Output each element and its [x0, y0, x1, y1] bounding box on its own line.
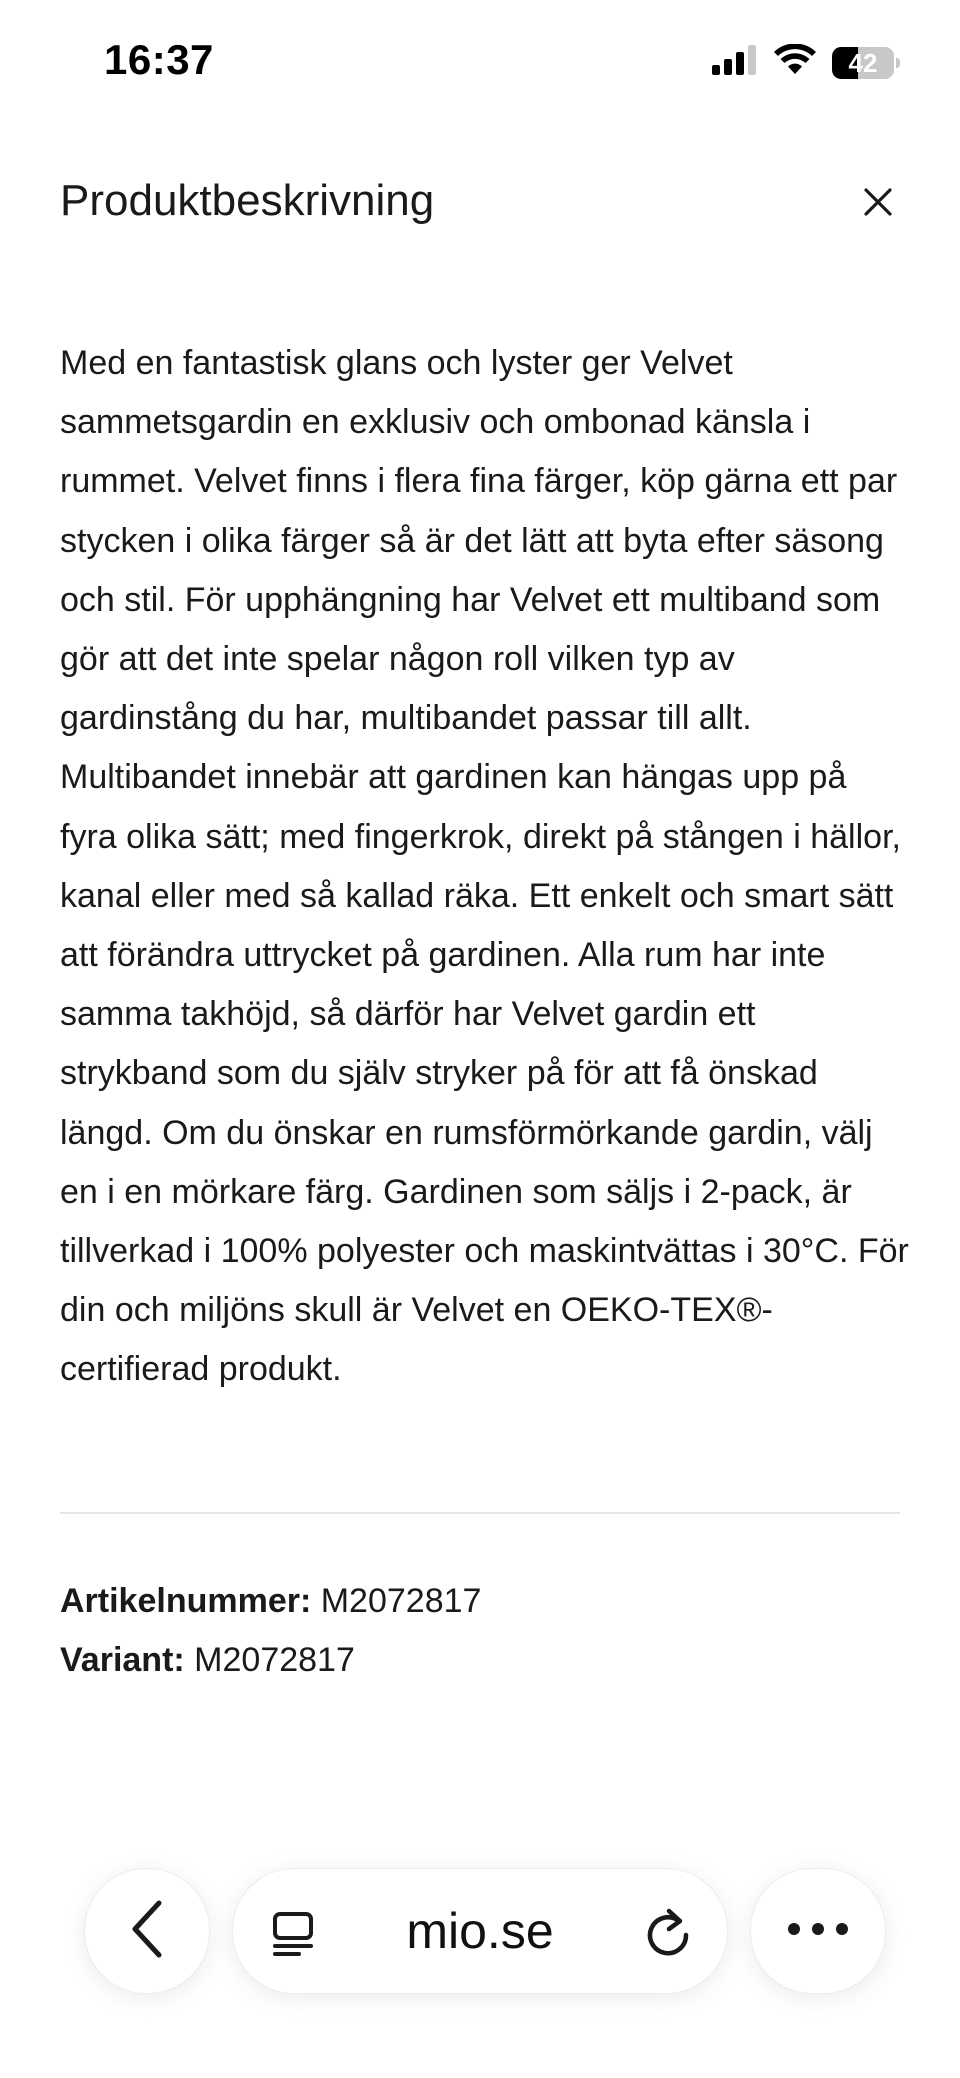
close-icon	[863, 187, 893, 222]
status-time: 16:37	[104, 36, 214, 83]
cellular-signal-icon	[712, 45, 758, 80]
address-bar[interactable]	[232, 1868, 728, 1994]
reload-icon[interactable]	[643, 1907, 693, 1964]
back-button[interactable]	[84, 1868, 210, 1994]
variant-label: Variant:	[60, 1641, 185, 1679]
status-icons	[712, 44, 894, 81]
battery-level: 42	[848, 47, 878, 78]
browser-toolbar	[0, 1840, 960, 2078]
close-button[interactable]	[852, 178, 904, 230]
address-text: mio.se	[406, 1903, 554, 1959]
more-icon	[786, 1921, 850, 1942]
article-number-row	[60, 1572, 481, 1631]
variant-value: M2072817	[194, 1641, 355, 1679]
article-number-value: M2072817	[320, 1582, 482, 1620]
product-description: Med en fantastisk glans och lyster ger Velvet sammetsgardin en exklusiv och ombonad känsla i rummet. Velvet finns i flera fina färger, köp gärna ett par stycken i olika färger så är det lätt att byta efter säsong och stil. För upphängning har Velvet ett multiband som gör att det inte spelar någon roll vilken typ av gardinstång du har, multibandet passar till allt. Multibandet innebär att gardinen kan hängas upp på fyra olika sätt; med fingerkrok, direkt på stången i hällor, kanal eller med så kallad räka. Ett enkelt och smart sätt att förändra uttrycket på gardinen. Alla rum har inte samma takhöjd, så därför har Velvet gardin ett strykband som du själv stryker på för att få önskad längd. Om du önskar en rumsförmörkande gardin, välj en i en mörkare färg. Gardinen som säljs i 2-pack, är tillverkad i 100% polyester och maskintvättas i 30°C. För din och miljöns skull är Velvet en OEKO-TEX®-certifierad produkt.	[60, 344, 909, 1389]
chevron-left-icon	[127, 1899, 167, 1964]
article-number-label: Artikelnummer:	[60, 1582, 312, 1620]
page-title: Produktbeskrivning	[60, 176, 435, 225]
divider	[60, 1512, 900, 1514]
product-meta	[60, 1572, 481, 1690]
status-bar	[0, 0, 960, 120]
wifi-icon	[774, 44, 816, 81]
more-button[interactable]	[750, 1868, 886, 1994]
variant-row	[60, 1631, 481, 1690]
battery-icon	[832, 47, 894, 79]
